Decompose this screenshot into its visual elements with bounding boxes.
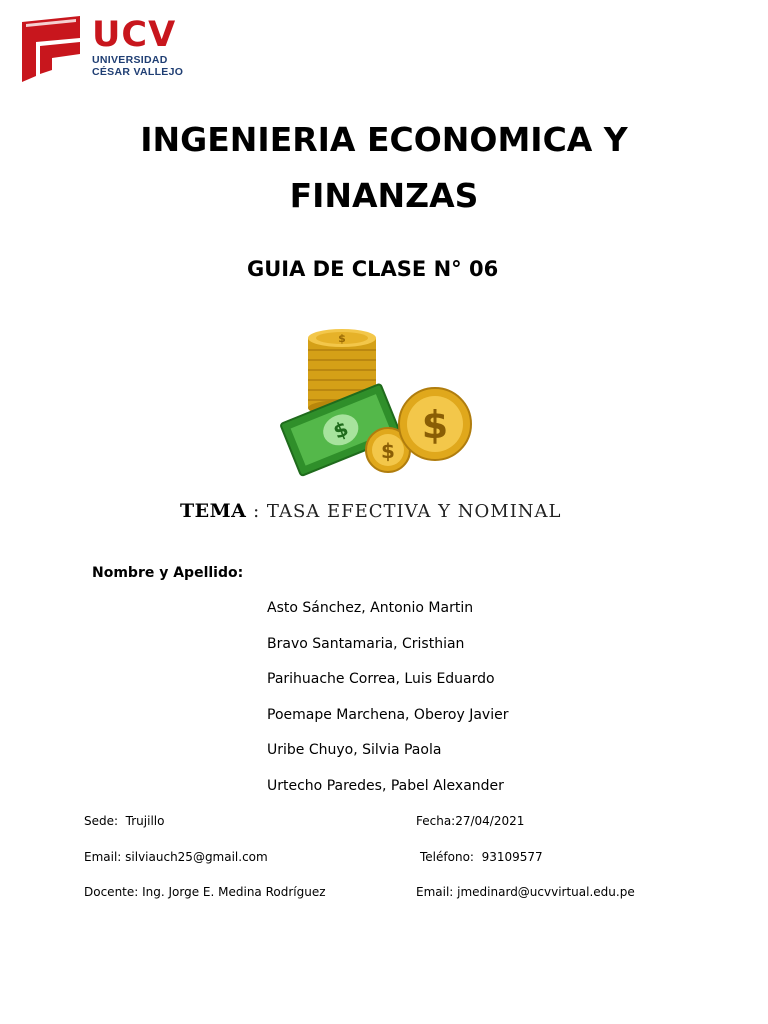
title-line-2: FINANZAS	[289, 176, 479, 215]
document-title	[0, 112, 768, 224]
logo-acronym: UCV	[92, 15, 177, 55]
names-label: Nombre y Apellido:	[92, 565, 244, 581]
fecha-text: Fecha:27/04/2021	[416, 814, 525, 828]
svg-text:$: $	[381, 439, 395, 463]
ucv-shield-icon	[18, 14, 84, 82]
logo-line1: UNIVERSIDAD	[92, 54, 168, 66]
student-name: Bravo Santamaria, Cristhian	[267, 635, 465, 652]
tema-label: TEMA	[180, 500, 247, 522]
telefono-text: Teléfono: 93109577	[420, 850, 543, 864]
student-name: Poemape Marchena, Oberoy Javier	[267, 706, 509, 723]
title-line-1: INGENIERIA ECONOMICA Y	[140, 120, 628, 159]
logo-line2: CÉSAR VALLEJO	[92, 66, 184, 78]
student-name: Parihuache Correa, Luis Eduardo	[267, 671, 495, 687]
tema-line	[180, 500, 562, 522]
svg-text:$: $	[421, 403, 449, 447]
student-name: Uribe Chuyo, Silvia Paola	[267, 742, 442, 758]
student-name: Urtecho Paredes, Pabel Alexander	[267, 777, 504, 794]
ucv-logo	[18, 14, 184, 82]
money-coins-bills-icon	[280, 318, 480, 478]
sede-text: Sede: Trujillo	[84, 814, 165, 828]
student-email-text: Email: silviauch25@gmail.com	[84, 850, 268, 864]
docente-email-text: Email: jmedinard@ucvvirtual.edu.pe	[416, 885, 635, 899]
tema-value: : TASA EFECTIVA Y NOMINAL	[253, 501, 562, 522]
svg-text:$: $	[338, 332, 346, 345]
svg-text:$: $	[329, 416, 352, 444]
gold-coin-large	[399, 388, 471, 460]
student-name: Asto Sánchez, Antonio Martin	[267, 600, 474, 616]
logo-text	[92, 16, 183, 78]
student-names-list	[267, 597, 508, 810]
document-subtitle: GUIA DE CLASE N° 06	[247, 257, 499, 281]
docente-text: Docente: Ing. Jorge E. Medina Rodríguez	[84, 885, 326, 899]
